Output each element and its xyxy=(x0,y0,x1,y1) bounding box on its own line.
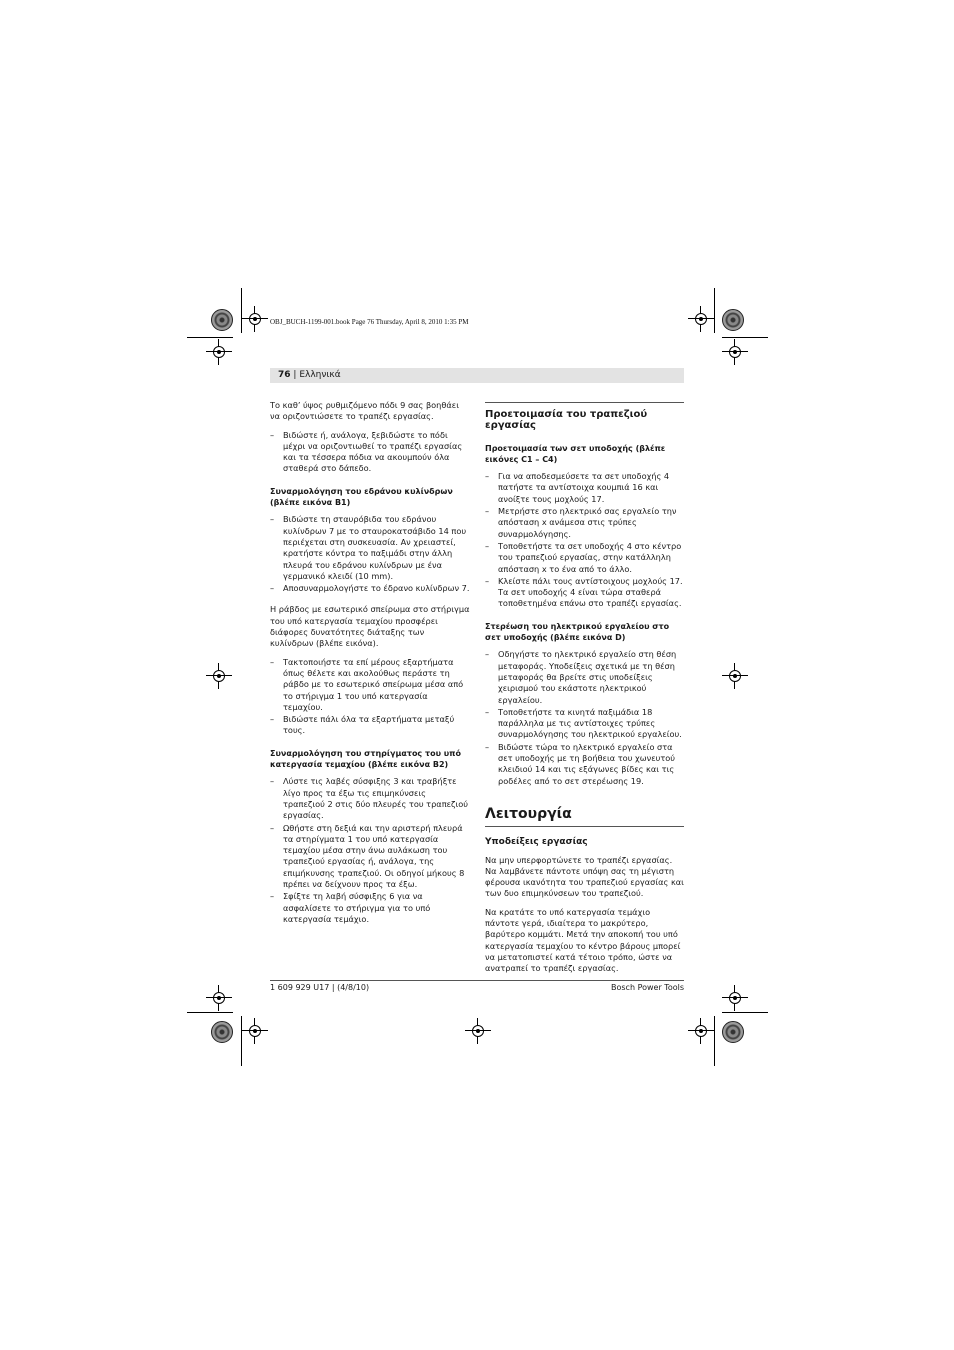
header-divider: | xyxy=(293,370,300,380)
crosshair-mark-icon xyxy=(212,669,226,683)
section-language: Ελληνικά xyxy=(299,370,341,380)
list-item: – Σφίξτε τη λαβή σύσφιξης 6 για να ασφαλίσετε το στήριγμα για το υπό κατεργασία τεμάχιο. xyxy=(270,891,470,925)
paragraph: Να κρατάτε το υπό κατεργασία τεμάχιο πάντοτε γερά, ιδιαίτερα το μακρύτερο, βαρύτερο κομμάτι. Μετά την αποκοπή του υπό κατεργασία τεμαχίου το κέντρο βάρους μπορεί να μετατοπιστεί κατά τέτοιο τρόπο, ώστε να ανατραπεί το τραπέζι εργασίας. xyxy=(485,906,681,974)
crosshair-mark-icon xyxy=(694,312,708,326)
crosshair-mark-icon xyxy=(728,991,742,1005)
list-item: – Οδηγήστε το ηλεκτρικό εργαλείο στη θέση μεταφοράς. Υποδείξεις σχετικά με τη θέση μεταφοράς θα βρείτε στις υποδείξεις χειρισμού του εκάστοτε ηλεκτρικού εργαλείου. xyxy=(485,649,684,705)
crosshair-mark-icon xyxy=(212,991,226,1005)
list-item: – Αποσυναρμολογήστε το έδρανο κυλίνδρων 7. xyxy=(270,583,470,594)
page-number: 76 xyxy=(278,370,291,380)
print-info-line: OBJ_BUCH-1199-001.book Page 76 Thursday, April 8, 2010 1:35 PM xyxy=(270,318,469,326)
bullet-list xyxy=(270,514,470,594)
crosshair-mark-icon xyxy=(212,345,226,359)
crop-mark xyxy=(714,1016,715,1066)
list-item: – Κλείστε πάλι τους αντίστοιχους μοχλούς 17. Τα σετ υποδοχής 4 είναι τώρα σταθερά τοποθετημένα επάνω στο τραπέζι εργασίας. xyxy=(485,576,684,610)
page-footer xyxy=(270,980,684,995)
subheading-fastening-tool: Στερέωση του ηλεκτρικού εργαλείου στο σετ υποδοχής (βλέπε εικόνα D) xyxy=(485,621,670,643)
crosshair-mark-icon xyxy=(728,669,742,683)
heading-operation: Λειτουργία xyxy=(485,809,684,827)
registration-mark-icon xyxy=(722,309,744,331)
crop-mark xyxy=(241,288,242,333)
bullet-list xyxy=(485,471,684,610)
subheading-working-advice: Υποδείξεις εργασίας xyxy=(485,837,588,848)
bullet-list xyxy=(270,776,470,925)
left-column xyxy=(270,400,470,933)
bullet-list xyxy=(270,430,470,475)
bullet-list xyxy=(270,657,470,737)
list-item: – Βιδώστε πάλι όλα τα εξαρτήματα μεταξύ τους. xyxy=(270,714,470,737)
paragraph: Το καθ’ ύψος ρυθμιζόμενο πόδι 9 σας βοηθάει να οριζοντιώσετε το τραπέζι εργασίας. xyxy=(270,400,459,422)
heading-table-preparation: Προετοιμασία του τραπεζιού εργασίας xyxy=(485,402,684,432)
list-item: – Βιδώστε τη σταυρόβιδα του εδράνου κυλίνδρων 7 με το σταυροκατσάβιδο 14 που περιέχεται στη συσκευασία. Αν χρειαστεί, κρατήστε κόντρα το παξιμάδι στην άλλη πλευρά του εδράνου κυλίνδρων με ένα γερμανικό κλειδί (10 mm). xyxy=(270,514,470,582)
list-item: – Τακτοποιήστε τα επί μέρους εξαρτήματα όπως θέλετε και ακολούθως περάστε τη ράβδο με το εσωτερικό σπείρωμα μέσα από το στήριγμα 1 του υπό κατεργασία τεμαχίου. xyxy=(270,657,470,713)
crop-mark xyxy=(187,1012,233,1013)
crosshair-mark-icon xyxy=(728,345,742,359)
paragraph: Η ράβδος με εσωτερικό σπείρωμα στο στήριγμα του υπό κατεργασία τεμαχίου προσφέρει διάφορες δυνατότητες διάταξης των κυλίνδρων (βλέπε εικόνα). xyxy=(270,604,470,649)
list-item: – Βιδώστε τώρα το ηλεκτρικό εργαλείο στα σετ υποδοχής με τη βοήθεια του χωνευτού κλειδιού 14 και τις εξάγωνες βίδες και τις ροδέλες από το σετ στερέωσης 19. xyxy=(485,742,684,787)
list-item: – Για να αποδεσμεύσετε τα σετ υποδοχής 4 πατήστε τα αντίστοιχα κουμπιά 16 και ανοίξτε τους μοχλούς 17. xyxy=(485,471,684,505)
paragraph: Να μην υπερφορτώνετε το τραπέζι εργασίας. Να λαμβάνετε πάντοτε υπόψη σας τη μέγιστη φέρουσα ικανότητα του τραπεζιού εργασίας και των δυο επιμηκύνσεων του τραπεζιού. xyxy=(485,854,684,899)
subheading-roller-bearing: Συναρμολόγηση του εδράνου κυλίνδρων (βλέπε εικόνα B1) xyxy=(270,486,453,508)
subheading-workpiece-support: Συναρμολόγηση του στηρίγματος του υπό κατεργασία τεμαχίου (βλέπε εικόνα B2) xyxy=(270,748,461,770)
crop-mark xyxy=(714,288,715,333)
subheading-mounting-sets: Προετοιμασία των σετ υποδοχής (βλέπε εικόνες C1 – C4) xyxy=(485,443,666,464)
page-header xyxy=(270,368,684,383)
crosshair-mark-icon xyxy=(471,1024,485,1038)
footer-brand: Bosch Power Tools xyxy=(611,983,684,992)
bullet-list xyxy=(485,649,684,787)
registration-mark-icon xyxy=(211,309,233,331)
list-item: – Τοποθετήστε τα σετ υποδοχής 4 στο κέντρο του τραπεζιού εργασίας, στην κατάλληλη απόσταση x το ένα από το άλλο. xyxy=(485,541,684,575)
crosshair-mark-icon xyxy=(248,312,262,326)
crop-mark xyxy=(722,1012,768,1013)
list-item: – Λύστε τις λαβές σύσφιξης 3 και τραβήξτε λίγο προς τα έξω τις επιμηκύνσεις τραπεζιού 2 στις δύο πλευρές του τραπεζιού εργασίας. xyxy=(270,776,470,821)
right-column xyxy=(485,402,684,981)
crop-mark xyxy=(187,337,233,338)
registration-mark-icon xyxy=(722,1021,744,1043)
list-item: – Ωθήστε στη δεξιά και την αριστερή πλευρά τα στηρίγματα 1 του υπό κατεργασία τεμαχίου μέσα στην άνω αυλάκωση του τραπεζιού εργασίας ή, ανάλογα, της επιμήκυνσης τραπεζιού. Οι οδηγοί μήκους 8 πρέπει να δείχνουν προς τα έξω. xyxy=(270,823,470,891)
crosshair-mark-icon xyxy=(248,1024,262,1038)
footer-doc-number: 1 609 929 U17 | (4/8/10) xyxy=(270,983,370,992)
list-item: – Βιδώστε ή, ανάλογα, ξεβιδώστε το πόδι μέχρι να οριζοντιωθεί το τραπέζι εργασίας και τα τέσσερα πόδια να ακουμπούν όλα σταθερά στο δάπεδο. xyxy=(270,430,470,475)
crosshair-mark-icon xyxy=(694,1024,708,1038)
registration-mark-icon xyxy=(211,1021,233,1043)
list-item: – Μετρήστε στο ηλεκτρικό σας εργαλείο την απόσταση x ανάμεσα στις τρύπες συναρμολόγησης. xyxy=(485,506,684,540)
list-item: – Τοποθετήστε τα κινητά παξιμάδια 18 παράλληλα με τις αντίστοιχες τρύπες συναρμολόγησης του ηλεκτρικού εργαλείου. xyxy=(485,707,684,741)
crop-mark xyxy=(241,1016,242,1066)
crop-mark xyxy=(722,337,768,338)
